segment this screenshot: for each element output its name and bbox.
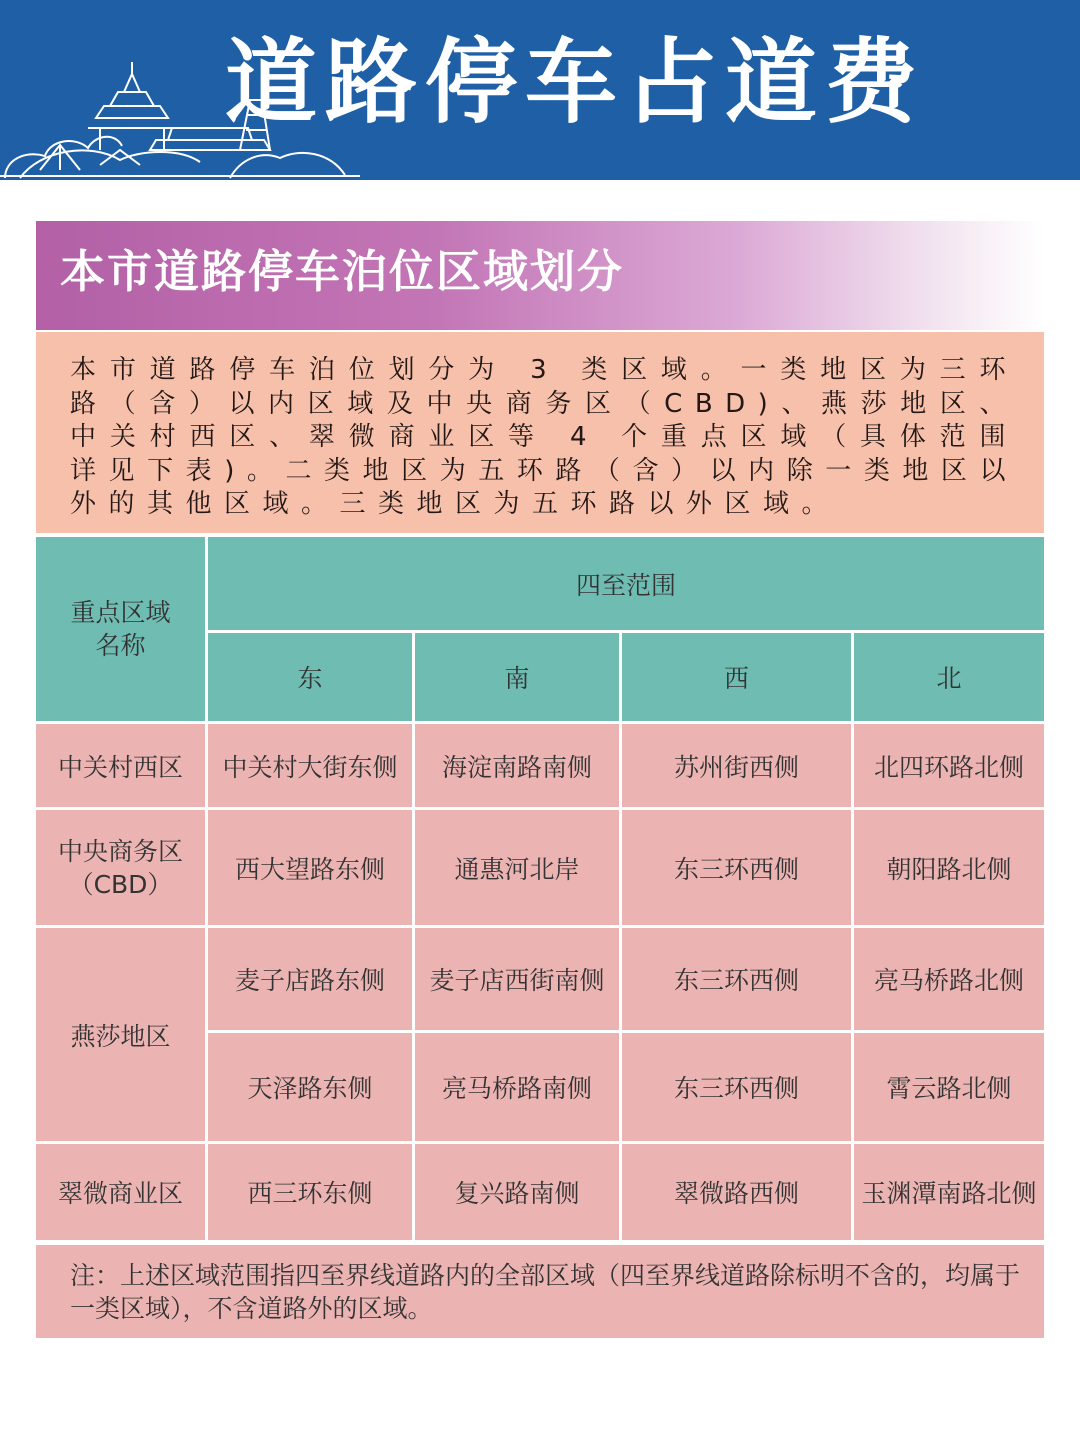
region-name: 中关村西区 bbox=[36, 724, 208, 810]
cell-south: 复兴路南侧 bbox=[415, 1144, 622, 1243]
cell-east: 天泽路东侧 bbox=[208, 1033, 415, 1144]
cell-east: 西大望路东侧 bbox=[208, 810, 415, 928]
table-row bbox=[36, 1144, 1044, 1243]
region-table bbox=[36, 537, 1044, 1243]
section-banner bbox=[36, 221, 1044, 330]
cell-east: 麦子店路东侧 bbox=[208, 928, 415, 1033]
cell-north: 霄云路北侧 bbox=[854, 1033, 1044, 1144]
cell-south: 通惠河北岸 bbox=[415, 810, 622, 928]
cell-south: 海淀南路南侧 bbox=[415, 724, 622, 810]
cell-north: 亮马桥路北侧 bbox=[854, 928, 1044, 1033]
cell-west: 东三环西侧 bbox=[622, 1033, 854, 1144]
note-box bbox=[36, 1245, 1044, 1338]
cell-east: 中关村大街东侧 bbox=[208, 724, 415, 810]
cell-north: 北四环路北侧 bbox=[854, 724, 1044, 810]
cell-south: 亮马桥路南侧 bbox=[415, 1033, 622, 1144]
page-title: 道路停车占道费 bbox=[225, 29, 926, 136]
region-name: 燕莎地区 bbox=[36, 928, 208, 1144]
cell-west: 翠微路西侧 bbox=[622, 1144, 854, 1243]
region-name: 翠微商业区 bbox=[36, 1144, 208, 1243]
cell-north: 玉渊潭南路北侧 bbox=[854, 1144, 1044, 1243]
intro-box bbox=[36, 332, 1044, 533]
region-table-container bbox=[36, 537, 1044, 1243]
region-name: 中央商务区 （CBD） bbox=[36, 810, 208, 928]
header-north: 北 bbox=[854, 633, 1044, 724]
cell-north: 朝阳路北侧 bbox=[854, 810, 1044, 928]
note-text: 注：上述区域范围指四至界线道路内的全部区域（四至界线道路除标明不含的，均属于一类区域），不含道路外的区域。 bbox=[70, 1261, 1021, 1323]
cell-west: 苏州街西侧 bbox=[622, 724, 854, 810]
section-title: 本市道路停车泊位区域划分 bbox=[60, 245, 625, 298]
page-header bbox=[0, 0, 1080, 180]
intro-text: 本市道路停车泊位划分为 3 类区域。一类地区为三环路（含）以内区域及中央商务区（CBD)、燕莎地区、中关村西区、翠微商业区等 4 个重点区域（具体范围详见下表)。二类地区为五环路（含）以内除一类地区以外的其他区域。三类地区为五环路以外区域。 bbox=[70, 355, 1018, 519]
header-region-name: 重点区域 名称 bbox=[36, 537, 208, 724]
table-row bbox=[36, 928, 1044, 1033]
cell-west: 东三环西侧 bbox=[622, 928, 854, 1033]
table-row bbox=[36, 810, 1044, 928]
cell-east: 西三环东侧 bbox=[208, 1144, 415, 1243]
cell-west: 东三环西侧 bbox=[622, 810, 854, 928]
header-east: 东 bbox=[208, 633, 415, 724]
cell-south: 麦子店西街南侧 bbox=[415, 928, 622, 1033]
table-row bbox=[36, 724, 1044, 810]
header-range: 四至范围 bbox=[208, 537, 1044, 633]
header-south: 南 bbox=[415, 633, 622, 724]
header-west: 西 bbox=[622, 633, 854, 724]
